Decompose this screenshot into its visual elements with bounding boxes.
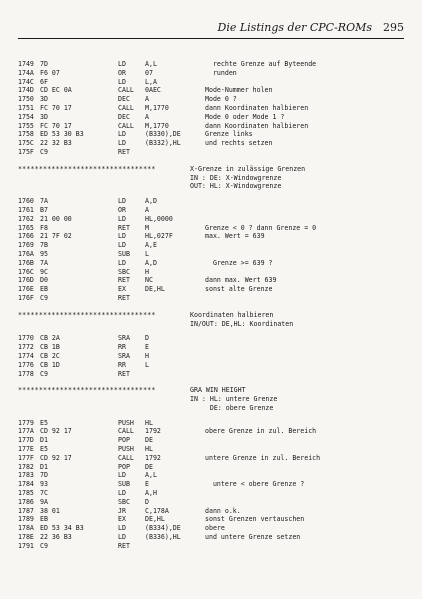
comment: rechte Grenze auf Byteende bbox=[205, 60, 317, 68]
operand: L,A bbox=[145, 77, 157, 86]
code-line bbox=[0, 285, 422, 294]
section-header bbox=[0, 165, 422, 174]
mnemonic: LD bbox=[118, 471, 126, 480]
opcode-bytes: D0 bbox=[40, 276, 48, 285]
address: 1770 bbox=[18, 334, 34, 343]
code-line bbox=[0, 480, 422, 489]
operand: HL bbox=[145, 418, 153, 427]
address: 178E bbox=[18, 533, 34, 542]
routine-description bbox=[0, 404, 422, 413]
operand: H bbox=[145, 267, 149, 276]
section-header bbox=[0, 311, 422, 320]
mnemonic: RET bbox=[118, 276, 130, 285]
mnemonic: OR bbox=[118, 205, 126, 214]
opcode-bytes: 7B bbox=[40, 241, 48, 250]
address: 1761 bbox=[18, 205, 34, 214]
comment: runden bbox=[205, 68, 237, 77]
routine-title: Koordinaten halbieren bbox=[190, 310, 274, 319]
operand: A bbox=[145, 205, 149, 214]
comment: dann o.k. bbox=[205, 506, 241, 515]
code-line bbox=[0, 69, 422, 78]
code-line bbox=[0, 259, 422, 268]
address: 176F bbox=[18, 293, 34, 302]
address: 1769 bbox=[18, 241, 34, 250]
operand: 1792 bbox=[145, 453, 161, 462]
opcode-bytes: 22 32 B3 bbox=[40, 139, 72, 148]
separator-stars: ********************************* bbox=[18, 386, 156, 395]
opcode-bytes: 7A bbox=[40, 197, 48, 206]
mnemonic: LD bbox=[118, 524, 126, 533]
code-line bbox=[0, 104, 422, 113]
description-text: OUT: HL: X-Windowgrenze bbox=[190, 182, 282, 191]
address: 1776 bbox=[18, 360, 34, 369]
mnemonic: LD bbox=[118, 241, 126, 250]
description-text: IN : HL: untere Grenze bbox=[190, 395, 278, 404]
comment: dann Koordinaten halbieren bbox=[205, 121, 309, 130]
mnemonic: POP bbox=[118, 436, 130, 445]
code-line bbox=[0, 352, 422, 361]
opcode-bytes: E5 bbox=[40, 418, 48, 427]
code-line bbox=[0, 489, 422, 498]
operand: A,L bbox=[145, 471, 157, 480]
code-line bbox=[0, 78, 422, 87]
opcode-bytes: D1 bbox=[40, 436, 48, 445]
code-line bbox=[0, 250, 422, 259]
code-line bbox=[0, 436, 422, 445]
operand: M,1770 bbox=[145, 103, 169, 112]
opcode-bytes: C9 bbox=[40, 369, 48, 378]
address: 176C bbox=[18, 267, 34, 276]
operand: 07 bbox=[145, 68, 153, 77]
operand: DE,HL bbox=[145, 515, 165, 524]
operand: D bbox=[145, 497, 149, 506]
code-line bbox=[0, 139, 422, 148]
opcode-bytes: ED 53 30 B3 bbox=[40, 130, 84, 139]
comment: und untere Grenze setzen bbox=[205, 533, 301, 542]
address: 1779 bbox=[18, 418, 34, 427]
mnemonic: LD bbox=[118, 533, 126, 542]
description-text: DE: obere Grenze bbox=[190, 403, 274, 412]
routine-description bbox=[0, 395, 422, 404]
mnemonic: LD bbox=[118, 197, 126, 206]
mnemonic: SBC bbox=[118, 497, 130, 506]
running-title: Die Listings der CPC-ROMs bbox=[217, 21, 372, 34]
opcode-bytes: C9 bbox=[40, 147, 48, 156]
operand: (B336),HL bbox=[145, 533, 181, 542]
description-text: IN : DE: X-Windowgrenze bbox=[190, 173, 282, 182]
comment: obere Grenze in zul. Bereich bbox=[205, 427, 317, 436]
address: 1791 bbox=[18, 541, 34, 550]
mnemonic: EX bbox=[118, 515, 126, 524]
address: 1774 bbox=[18, 351, 34, 360]
mnemonic: CALL bbox=[118, 121, 134, 130]
address: 178A bbox=[18, 524, 34, 533]
comment: Grenze < 0 ? dann Grenze = 0 bbox=[205, 223, 317, 232]
opcode-bytes: CB 1D bbox=[40, 360, 60, 369]
code-line bbox=[0, 361, 422, 370]
mnemonic: LD bbox=[118, 139, 126, 148]
operand: A bbox=[145, 112, 149, 121]
opcode-bytes: FC 70 17 bbox=[40, 121, 72, 130]
opcode-bytes: 6F bbox=[40, 77, 48, 86]
comment: dann max. Wert 639 bbox=[205, 276, 277, 285]
assembly-listing bbox=[0, 60, 422, 559]
code-line bbox=[0, 471, 422, 480]
routine-description bbox=[0, 320, 422, 329]
mnemonic: DEC bbox=[118, 95, 130, 104]
operand: DE,HL bbox=[145, 285, 165, 294]
address: 174C bbox=[18, 77, 34, 86]
mnemonic: PUSH bbox=[118, 445, 134, 454]
opcode-bytes: EB bbox=[40, 285, 48, 294]
mnemonic: CALL bbox=[118, 453, 134, 462]
mnemonic: SUB bbox=[118, 480, 130, 489]
opcode-bytes: CD 92 17 bbox=[40, 427, 72, 436]
address: 1772 bbox=[18, 343, 34, 352]
address: 1749 bbox=[18, 60, 34, 68]
operand: HL bbox=[145, 445, 153, 454]
opcode-bytes: 9A bbox=[40, 497, 48, 506]
code-line bbox=[0, 86, 422, 95]
listing-section bbox=[0, 60, 422, 157]
opcode-bytes: FC 70 17 bbox=[40, 103, 72, 112]
mnemonic: EX bbox=[118, 285, 126, 294]
opcode-bytes: CD EC 0A bbox=[40, 86, 72, 95]
listing-section bbox=[0, 386, 422, 550]
address: 1778 bbox=[18, 369, 34, 378]
code-line bbox=[0, 232, 422, 241]
operand: E bbox=[145, 343, 149, 352]
operand: (B330),DE bbox=[145, 130, 181, 139]
opcode-bytes: EB bbox=[40, 515, 48, 524]
opcode-bytes: 7D bbox=[40, 60, 48, 68]
opcode-bytes: B7 bbox=[40, 205, 48, 214]
mnemonic: RET bbox=[118, 541, 130, 550]
opcode-bytes: 93 bbox=[40, 480, 48, 489]
opcode-bytes: CB 1B bbox=[40, 343, 60, 352]
code-line bbox=[0, 524, 422, 533]
operand: A,D bbox=[145, 258, 157, 267]
routine-description bbox=[0, 174, 422, 183]
code-line bbox=[0, 419, 422, 428]
opcode-bytes: C9 bbox=[40, 293, 48, 302]
routine-title: GRA WIN HEIGHT bbox=[190, 386, 246, 395]
comment: max. Wert = 639 bbox=[205, 232, 265, 241]
address: 1760 bbox=[18, 197, 34, 206]
mnemonic: LD bbox=[118, 258, 126, 267]
mnemonic: LD bbox=[118, 232, 126, 241]
opcode-bytes: 21 00 00 bbox=[40, 214, 72, 223]
operand: DE bbox=[145, 436, 153, 445]
opcode-bytes: ED 53 34 B3 bbox=[40, 524, 84, 533]
opcode-bytes: C9 bbox=[40, 541, 48, 550]
opcode-bytes: 22 36 B3 bbox=[40, 533, 72, 542]
opcode-bytes: 7D bbox=[40, 471, 48, 480]
mnemonic: LD bbox=[118, 214, 126, 223]
operand: A bbox=[145, 95, 149, 104]
comment: Mode 0 ? bbox=[205, 95, 237, 104]
operand: L bbox=[145, 249, 149, 258]
comment: Mode-Nummer holen bbox=[205, 86, 273, 95]
address: 1754 bbox=[18, 112, 34, 121]
address: 1765 bbox=[18, 223, 34, 232]
operand: A,L bbox=[145, 60, 157, 68]
listing-section bbox=[0, 311, 422, 379]
code-line bbox=[0, 268, 422, 277]
comment: Grenze >= 639 ? bbox=[205, 258, 273, 267]
opcode-bytes: 3D bbox=[40, 112, 48, 121]
code-line bbox=[0, 130, 422, 139]
operand: (B332),HL bbox=[145, 139, 181, 148]
comment: Mode 0 oder Mode 1 ? bbox=[205, 112, 285, 121]
code-line bbox=[0, 122, 422, 131]
operand: A,E bbox=[145, 241, 157, 250]
opcode-bytes: 21 7F 02 bbox=[40, 232, 72, 241]
code-line bbox=[0, 95, 422, 104]
operand: (B334),DE bbox=[145, 524, 181, 533]
operand: C,178A bbox=[145, 506, 169, 515]
opcode-bytes: 9C bbox=[40, 267, 48, 276]
comment: und rechts setzen bbox=[205, 139, 273, 148]
address: 176E bbox=[18, 285, 34, 294]
mnemonic: RET bbox=[118, 223, 130, 232]
separator-stars: ********************************* bbox=[18, 310, 156, 319]
mnemonic: CALL bbox=[118, 86, 134, 95]
separator-stars: ********************************* bbox=[18, 164, 156, 173]
operand: D bbox=[145, 334, 149, 343]
opcode-bytes: 7A bbox=[40, 258, 48, 267]
code-line bbox=[0, 463, 422, 472]
comment: Grenze links bbox=[205, 130, 253, 139]
mnemonic: DEC bbox=[118, 112, 130, 121]
mnemonic: RET bbox=[118, 147, 130, 156]
code-line bbox=[0, 445, 422, 454]
code-line bbox=[0, 370, 422, 379]
operand: DE bbox=[145, 462, 153, 471]
code-line bbox=[0, 454, 422, 463]
operand: 0AEC bbox=[145, 86, 161, 95]
address: 176A bbox=[18, 249, 34, 258]
code-line bbox=[0, 60, 422, 69]
opcode-bytes: CB 2A bbox=[40, 334, 60, 343]
comment: obere bbox=[205, 524, 225, 533]
operand: A,H bbox=[145, 489, 157, 498]
code-line bbox=[0, 533, 422, 542]
mnemonic: RET bbox=[118, 293, 130, 302]
address: 1750 bbox=[18, 95, 34, 104]
operand: M,1770 bbox=[145, 121, 169, 130]
mnemonic: SRA bbox=[118, 351, 130, 360]
mnemonic: LD bbox=[118, 77, 126, 86]
opcode-bytes: E5 bbox=[40, 445, 48, 454]
address: 1783 bbox=[18, 471, 34, 480]
mnemonic: RR bbox=[118, 343, 126, 352]
address: 177E bbox=[18, 445, 34, 454]
code-line bbox=[0, 215, 422, 224]
code-line bbox=[0, 334, 422, 343]
address: 177D bbox=[18, 436, 34, 445]
address: 175F bbox=[18, 147, 34, 156]
mnemonic: RET bbox=[118, 369, 130, 378]
code-line bbox=[0, 276, 422, 285]
address: 176D bbox=[18, 276, 34, 285]
page-number: 295 bbox=[383, 21, 404, 34]
comment: sonst Grenzen vertauschen bbox=[205, 515, 305, 524]
mnemonic: CALL bbox=[118, 427, 134, 436]
mnemonic: CALL bbox=[118, 103, 134, 112]
address: 174D bbox=[18, 86, 34, 95]
opcode-bytes: CD 92 17 bbox=[40, 453, 72, 462]
address: 177F bbox=[18, 453, 34, 462]
comment: sonst alte Grenze bbox=[205, 285, 273, 294]
mnemonic: LD bbox=[118, 489, 126, 498]
opcode-bytes: CB 2C bbox=[40, 351, 60, 360]
address: 1766 bbox=[18, 232, 34, 241]
mnemonic: SUB bbox=[118, 249, 130, 258]
code-line bbox=[0, 427, 422, 436]
mnemonic: LD bbox=[118, 130, 126, 139]
operand: H bbox=[145, 351, 149, 360]
address: 1785 bbox=[18, 489, 34, 498]
address: 1784 bbox=[18, 480, 34, 489]
code-line bbox=[0, 498, 422, 507]
opcode-bytes: 95 bbox=[40, 249, 48, 258]
mnemonic: RR bbox=[118, 360, 126, 369]
code-line bbox=[0, 224, 422, 233]
code-line bbox=[0, 515, 422, 524]
opcode-bytes: 3D bbox=[40, 95, 48, 104]
routine-title: X-Grenze in zulässige Grenzen bbox=[190, 164, 306, 173]
address: 175C bbox=[18, 139, 34, 148]
code-line bbox=[0, 148, 422, 157]
mnemonic: SBC bbox=[118, 267, 130, 276]
code-line bbox=[0, 241, 422, 250]
mnemonic: OR bbox=[118, 68, 126, 77]
address: 1751 bbox=[18, 103, 34, 112]
mnemonic: PUSH bbox=[118, 418, 134, 427]
address: 1755 bbox=[18, 121, 34, 130]
operand: HL,0000 bbox=[145, 214, 173, 223]
mnemonic: JR bbox=[118, 506, 126, 515]
mnemonic: SRA bbox=[118, 334, 130, 343]
operand: L bbox=[145, 360, 149, 369]
address: 176B bbox=[18, 258, 34, 267]
opcode-bytes: D1 bbox=[40, 462, 48, 471]
opcode-bytes: 38 01 bbox=[40, 506, 60, 515]
page-header bbox=[18, 20, 404, 39]
operand: E bbox=[145, 480, 149, 489]
code-line bbox=[0, 113, 422, 122]
comment: untere < obere Grenze ? bbox=[205, 480, 305, 489]
address: 1786 bbox=[18, 497, 34, 506]
comment: dann Koordinaten halbieren bbox=[205, 103, 309, 112]
address: 1758 bbox=[18, 130, 34, 139]
routine-description bbox=[0, 182, 422, 191]
code-line bbox=[0, 343, 422, 352]
code-line bbox=[0, 197, 422, 206]
opcode-bytes: F8 bbox=[40, 223, 48, 232]
operand: HL,027F bbox=[145, 232, 173, 241]
address: 174A bbox=[18, 68, 34, 77]
operand: NC bbox=[145, 276, 153, 285]
section-header bbox=[0, 386, 422, 395]
code-line bbox=[0, 507, 422, 516]
opcode-bytes: F6 07 bbox=[40, 68, 60, 77]
code-line bbox=[0, 294, 422, 303]
comment: untere Grenze in zul. Bereich bbox=[205, 453, 321, 462]
code-line bbox=[0, 206, 422, 215]
description-text: IN/OUT: DE,HL: Koordinaten bbox=[190, 319, 294, 328]
code-line bbox=[0, 542, 422, 551]
opcode-bytes: 7C bbox=[40, 489, 48, 498]
address: 1762 bbox=[18, 214, 34, 223]
address: 1787 bbox=[18, 506, 34, 515]
operand: M bbox=[145, 223, 149, 232]
operand: 1792 bbox=[145, 427, 161, 436]
address: 1782 bbox=[18, 462, 34, 471]
operand: A,D bbox=[145, 197, 157, 206]
mnemonic: POP bbox=[118, 462, 130, 471]
address: 1789 bbox=[18, 515, 34, 524]
mnemonic: LD bbox=[118, 60, 126, 68]
address: 177A bbox=[18, 427, 34, 436]
listing-section bbox=[0, 165, 422, 303]
